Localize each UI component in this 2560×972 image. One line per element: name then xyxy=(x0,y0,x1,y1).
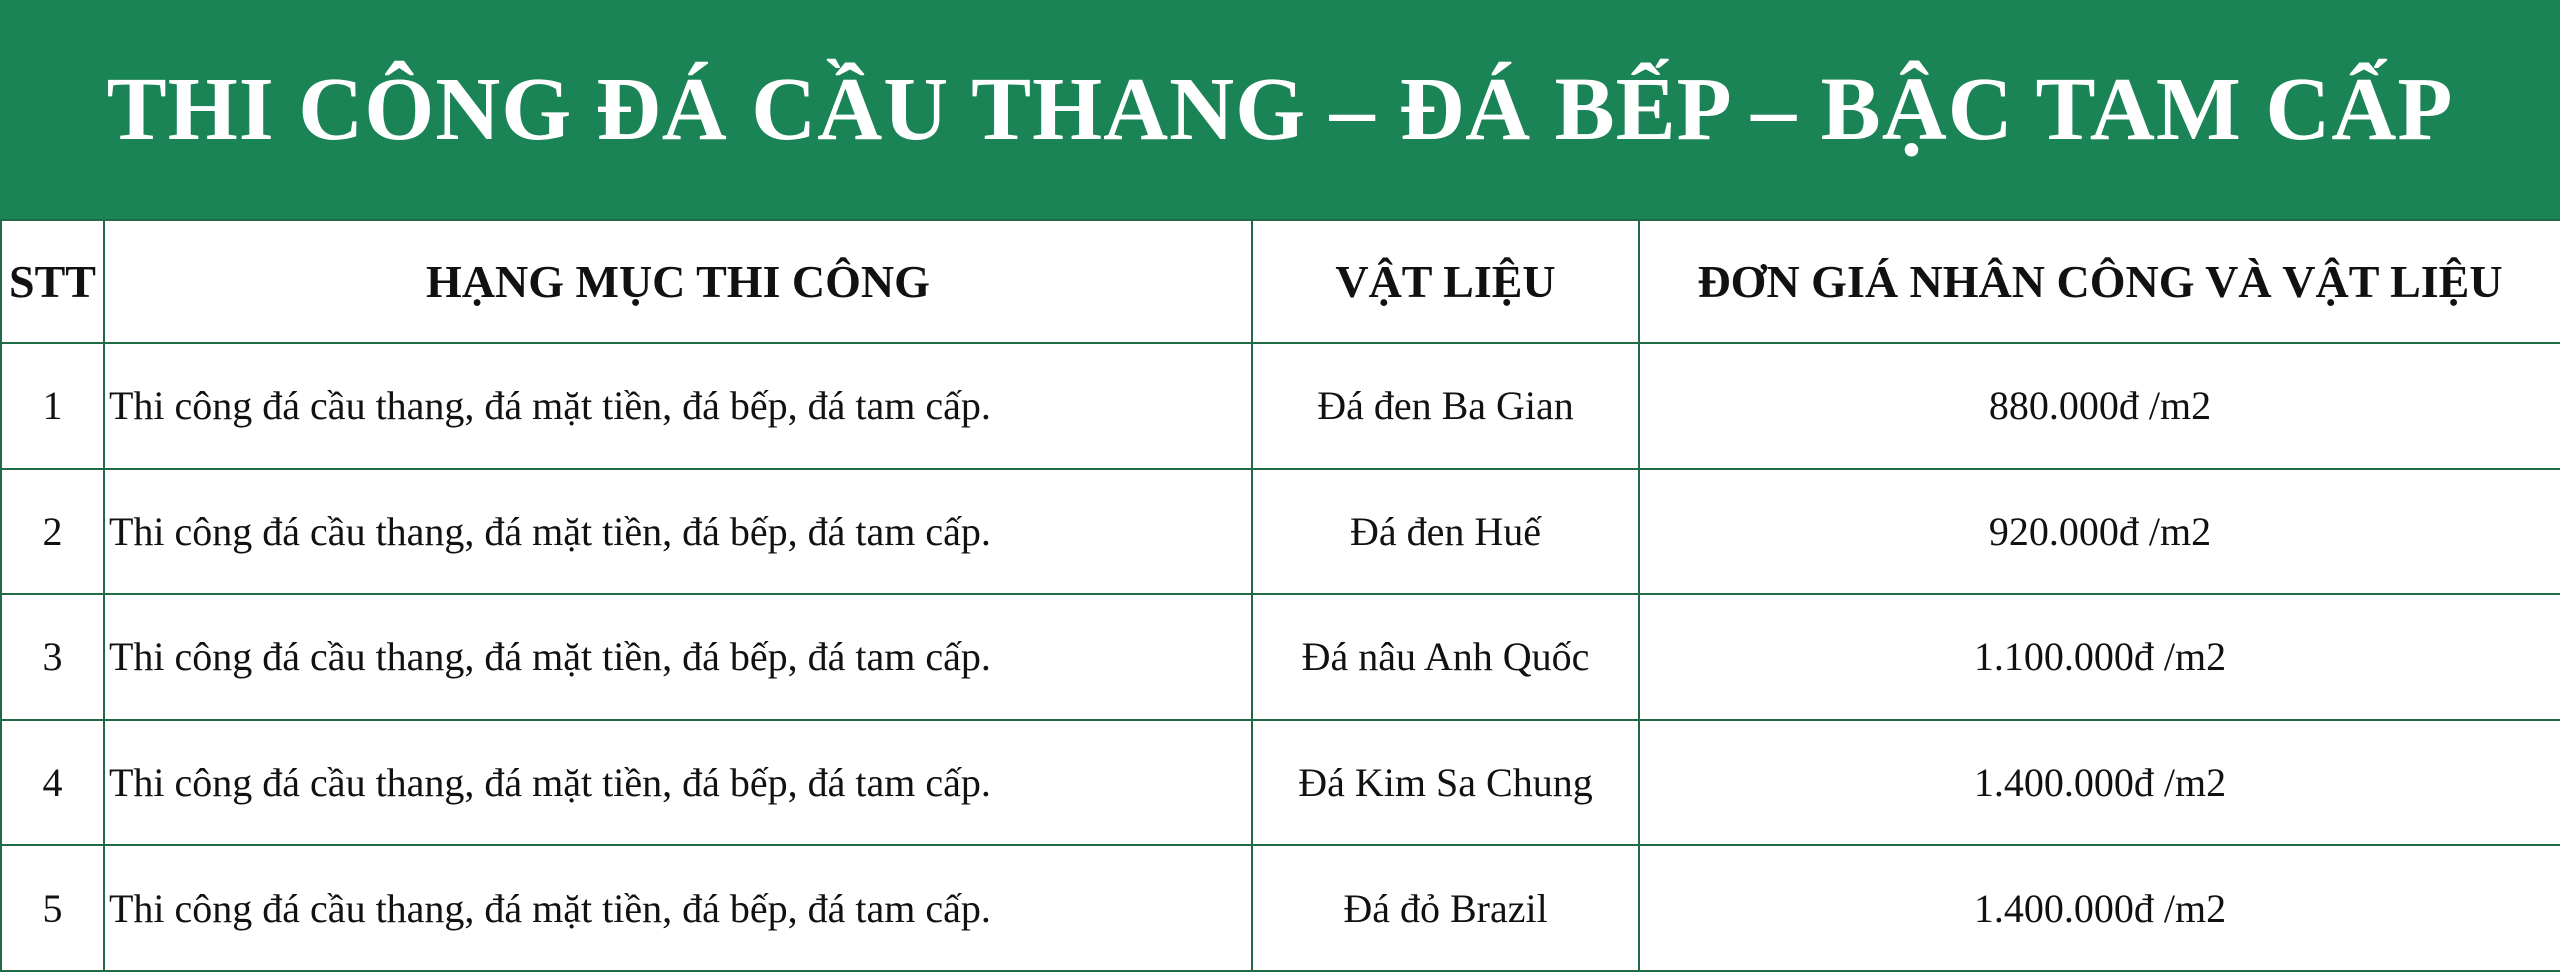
cell-stt: 1 xyxy=(1,343,104,469)
cell-price: 1.100.000đ /m2 xyxy=(1639,594,2560,720)
cell-price: 1.400.000đ /m2 xyxy=(1639,845,2560,971)
cell-stt: 4 xyxy=(1,720,104,846)
table-row xyxy=(1,594,2560,720)
cell-price: 920.000đ /m2 xyxy=(1639,469,2560,595)
title-banner xyxy=(0,0,2560,219)
cell-stt: 2 xyxy=(1,469,104,595)
table-row xyxy=(1,343,2560,469)
header-material: VẬT LIỆU xyxy=(1252,220,1639,343)
table-row xyxy=(1,845,2560,971)
cell-price: 1.400.000đ /m2 xyxy=(1639,720,2560,846)
table-row xyxy=(1,720,2560,846)
page-title: THI CÔNG ĐÁ CẦU THANG – ĐÁ BẾP – BẬC TAM CẤP xyxy=(106,60,2454,159)
cell-material: Đá đen Huế xyxy=(1252,469,1639,595)
cell-item: Thi công đá cầu thang, đá mặt tiền, đá bếp, đá tam cấp. xyxy=(104,469,1252,595)
cell-price: 880.000đ /m2 xyxy=(1639,343,2560,469)
cell-item: Thi công đá cầu thang, đá mặt tiền, đá bếp, đá tam cấp. xyxy=(104,594,1252,720)
cell-material: Đá Kim Sa Chung xyxy=(1252,720,1639,846)
table-row xyxy=(1,469,2560,595)
cell-stt: 3 xyxy=(1,594,104,720)
header-stt: STT xyxy=(1,220,104,343)
cell-material: Đá đỏ Brazil xyxy=(1252,845,1639,971)
cell-material: Đá đen Ba Gian xyxy=(1252,343,1639,469)
header-item: HẠNG MỤC THI CÔNG xyxy=(104,220,1252,343)
cell-material: Đá nâu Anh Quốc xyxy=(1252,594,1639,720)
header-price: ĐƠN GIÁ NHÂN CÔNG VÀ VẬT LIỆU xyxy=(1639,220,2560,343)
cell-item: Thi công đá cầu thang, đá mặt tiền, đá bếp, đá tam cấp. xyxy=(104,720,1252,846)
cell-item: Thi công đá cầu thang, đá mặt tiền, đá bếp, đá tam cấp. xyxy=(104,343,1252,469)
cell-item: Thi công đá cầu thang, đá mặt tiền, đá bếp, đá tam cấp. xyxy=(104,845,1252,971)
price-table xyxy=(0,219,2560,972)
cell-stt: 5 xyxy=(1,845,104,971)
header-row xyxy=(1,220,2560,343)
